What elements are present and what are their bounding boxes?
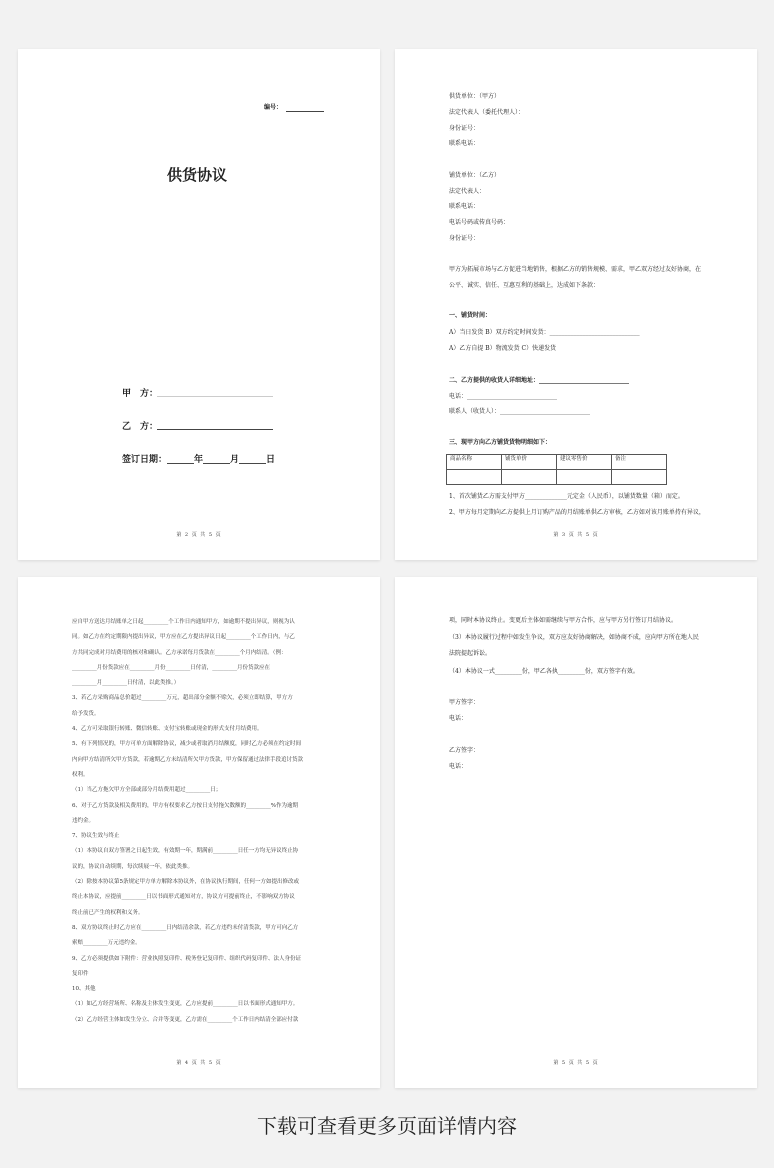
text-line: 同。如乙方在约定期限内提出异议，甲方应在乙方提出异议日起_________个工作日内，与乙 <box>72 634 295 641</box>
text-line: 6、对于乙方货款及相关费用的，甲方有权要求乙方按日支付拖欠数额的_________%作为逾期 <box>72 802 298 809</box>
text-line: 项，同时本协议终止。变更后主体如需继续与甲方合作，应与甲方另行签订月结协议。 <box>449 617 678 624</box>
distributor-phone: 联系电话： <box>449 203 480 210</box>
goods-table-header: 铺货单价 <box>502 455 557 470</box>
page-4 <box>18 577 380 1088</box>
page-5 <box>395 577 757 1088</box>
text-line: 违约金。 <box>72 817 95 824</box>
party-a-underline <box>157 396 273 397</box>
text-line: 复印件 <box>72 970 89 977</box>
note-2: 2、甲方每月定期向乙方提供上月订购产品的月结账单供乙方审核，乙方如对该月账单持有异议， <box>449 509 705 516</box>
party-b-label: 乙 方： <box>122 422 159 432</box>
page-4-body <box>72 615 338 1028</box>
supplier-phone: 联系电话： <box>449 140 480 147</box>
goods-table-cell <box>502 470 557 485</box>
text-line: 7、协议生效与终止 <box>72 833 120 840</box>
text-line: （1）如乙方经营场所、名称及主体发生变更，乙方应提前_________日以书面形式通知甲方。 <box>72 1001 299 1008</box>
section-3-heading: 三、现甲方向乙方铺货货物明细如下： <box>449 439 552 446</box>
delivery-time-options: A）当日发货 B）双方约定时间发货：______________________________ <box>449 329 640 336</box>
goods-table-header: 建议零售价 <box>557 455 612 470</box>
distributor-unit: 铺货单位：（乙方） <box>449 172 501 179</box>
preamble-line-1: 甲方为拓展市场与乙方促进当地销售，根据乙方的销售规模、需求，甲乙双方经过友好协商，在 <box>449 266 702 273</box>
goods-table-header: 备注 <box>612 455 667 470</box>
text-line: _________月_________日付清，以此类推。） <box>72 680 180 687</box>
distributor-representative: 法定代表人： <box>449 188 486 195</box>
text-line: 8、双方协议终止时乙方应在_________日内结清余款，若乙方违约未付清货款，甲方可向乙方 <box>72 924 299 931</box>
goods-table-cell <box>447 470 502 485</box>
text-line: 终止本协议，应提前_________日以书面形式通知对方，协议方可提前终止，不影响双方协议 <box>72 894 295 901</box>
goods-table-cell <box>612 470 667 485</box>
text-line: 给予发货。 <box>72 710 100 717</box>
text-line: （1）当乙方拖欠甲方全部或部分月结费用超过_________日； <box>72 787 222 794</box>
page-3 <box>395 49 757 560</box>
supplier-unit: 供货单位：（甲方） <box>449 93 501 100</box>
page-number: 第 5 页 共 5 页 <box>553 1060 599 1066</box>
distributor-id: 身份证号： <box>449 235 480 242</box>
party-b-phone: 电话： <box>449 763 468 770</box>
text-line: 应自甲方送达月结账单之日起_________个工作日内通知甲方，如逾期不提出异议，则视为认 <box>72 619 295 625</box>
party-a-phone: 电话： <box>449 715 468 722</box>
text-line: （1）本协议自双方签署之日起生效，有效期一年，期满前_________日任一方均无异议终止协 <box>72 848 299 855</box>
receiver-contact: 联系人（收货人）：______________________________ <box>449 408 591 415</box>
page-number: 第 2 页 共 5 页 <box>176 532 222 538</box>
text-line: 9、乙方必须提供如下附件：营业执照复印件、税务登记复印件、组织代码复印件、法人身份证 <box>72 955 302 962</box>
distributor-fax: 电话号码或传真号码： <box>449 219 510 226</box>
goods-table-header: 商品名称 <box>447 455 502 470</box>
text-line: 内向甲方结清所欠甲方货款，若逾期乙方未结清所欠甲方货款，甲方保留通过法律手段追讨货款 <box>72 756 304 763</box>
text-line: （4）本协议一式_________份，甲乙各执_________份，双方签字有效。 <box>449 668 639 675</box>
text-line: 4、乙方可采取银行转账、微信转账、支付宝转账或现金的形式支付月结费用。 <box>72 726 263 733</box>
goods-table <box>446 454 667 485</box>
text-line: 索赔_________万元违约金。 <box>72 940 141 947</box>
text-line: 议的，协议自动续期，每次续展一年，依此类推。 <box>72 863 194 870</box>
party-b-underline <box>157 429 273 430</box>
goods-table-header-row <box>447 455 667 470</box>
supplier-representative: 法定代表人（委托代理人）： <box>449 109 525 116</box>
delivery-method-options: A）乙方自提 B）物流发货 C）快递发货 <box>449 345 557 352</box>
text-line: （3）本协议履行过程中如发生争议，双方应友好协商解决，如协商不成，应向甲方所在地人民 <box>449 634 699 641</box>
page-number: 第 3 页 共 5 页 <box>553 532 599 538</box>
supplier-id: 身份证号： <box>449 125 480 132</box>
party-b-signature: 乙方签字： <box>449 747 480 754</box>
goods-table-row <box>447 470 667 485</box>
text-line: 5、有下列情况的，甲方可单方面解除协议，减少或者取消月结额度，同时乙方必须在约定时间 <box>72 741 302 748</box>
party-a-label: 甲 方： <box>122 389 159 399</box>
text-line: （2）乙方经营主体如发生分立、合并等变更，乙方需在_________个工作日内结清全部应付款 <box>72 1016 299 1023</box>
section-2-heading: 二、乙方提供的收货人详细地址：______________________________ <box>449 377 630 384</box>
goods-table-cell <box>557 470 612 485</box>
receiver-phone: 电话：______________________________ <box>449 393 558 400</box>
section-1-heading: 一、铺货时间： <box>449 312 492 319</box>
text-line: 方共同完成对月结费用的核对和确认。乙方承诺每月货款在_________个月内结清。（例： <box>72 649 287 656</box>
preamble-line-2: 公平、诚实、信任、互惠互利的基础上，达成如下条款： <box>449 282 600 289</box>
page-2-cover <box>18 49 380 560</box>
party-a-signature: 甲方签字： <box>449 699 480 706</box>
download-caption: 下载可查看更多页面详情内容 <box>257 1114 517 1138</box>
text-line: 3、若乙方采购商品总价超过_________万元，超出部分金额不赊欠，必须立即结算，甲方方 <box>72 695 293 702</box>
document-title: 供货协议 <box>167 166 228 184</box>
page-number: 第 4 页 共 5 页 <box>176 1060 222 1066</box>
number-underline <box>286 111 324 112</box>
text-line: 10、其他 <box>72 986 96 993</box>
number-label: 编号： <box>264 104 283 111</box>
text-line: _________月份货款应在_________月份_________日付清，_________月份货款应在 <box>72 664 271 671</box>
text-line: （2）除按本协议第5条规定甲方单方解除本协议外，在协议执行期间，任何一方如提出修改或 <box>72 879 300 886</box>
note-1: 1、首次铺货乙方需支付甲方______________元定金（人民币），以铺货数量（箱）而定。 <box>449 493 684 500</box>
sign-date: 签订日期：______年______月______日 <box>122 455 276 465</box>
text-line: 法院提起诉讼。 <box>449 650 492 657</box>
text-line: 权利。 <box>72 771 89 778</box>
text-line: 终止前已产生的权利和义务。 <box>72 909 144 916</box>
